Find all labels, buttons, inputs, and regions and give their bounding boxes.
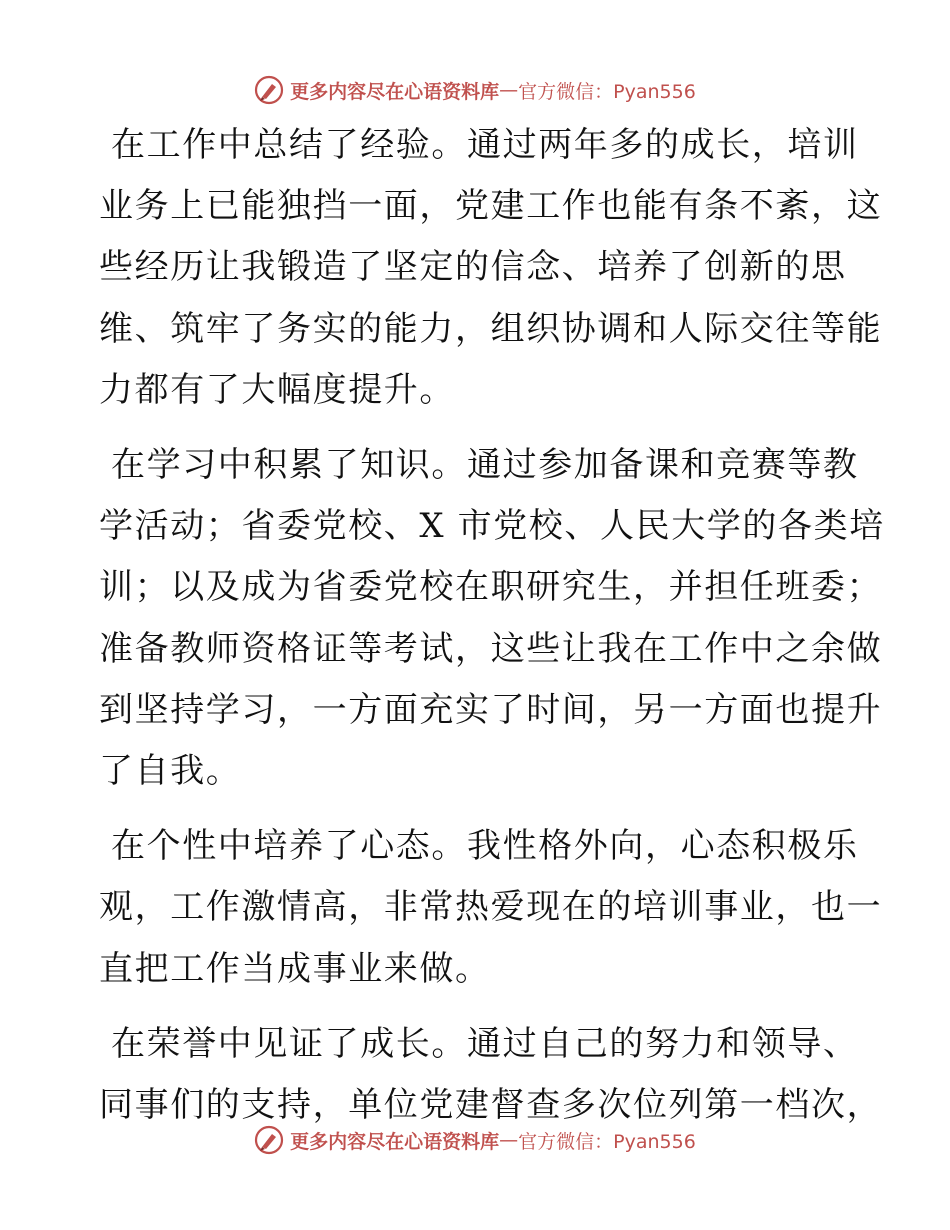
- watermark-official-id: 官方微信：Pyan556: [518, 1130, 696, 1153]
- text-line: 学活动；省委党校、X 市党校、人民大学的各类培: [99, 506, 885, 547]
- watermark-dash: —: [499, 1129, 519, 1151]
- paragraph-experience: [99, 115, 883, 421]
- text-line: 直把工作当成事业来做。: [99, 948, 491, 989]
- text-line: 维、筑牢了务实的能力，组织协调和人际交往等能: [99, 308, 883, 349]
- text-line: 力都有了大幅度提升。: [99, 369, 455, 410]
- header-watermark: [0, 70, 950, 110]
- document-body: [99, 115, 885, 1150]
- watermark-official-id: 官方微信：Pyan556: [518, 80, 696, 103]
- text-line: 训；以及成为省委党校在职研究生，并担任班委；: [99, 567, 883, 608]
- text-line: 在荣誉中见证了成长。通过自己的努力和领导、: [111, 1023, 859, 1064]
- watermark-dash: —: [499, 79, 519, 101]
- text-line: 了自我。: [99, 751, 242, 792]
- paragraph-mindset: [99, 816, 883, 1000]
- paragraph-learning: [99, 435, 885, 802]
- pen-logo-icon: [254, 75, 284, 105]
- text-line: 准备教师资格证等考试，这些让我在工作中之余做: [99, 628, 883, 669]
- watermark-text: 更多内容尽在心语资料库: [290, 80, 500, 103]
- footer-watermark: [0, 1120, 950, 1160]
- text-line: 到坚持学习，一方面充实了时间，另一方面也提升: [99, 689, 883, 730]
- watermark-text: 更多内容尽在心语资料库: [290, 1130, 500, 1153]
- pen-logo-icon: [254, 1125, 284, 1155]
- text-line: 在工作中总结了经验。通过两年多的成长，培训: [111, 125, 859, 165]
- text-line: 在个性中培养了心态。我性格外向，心态积极乐: [111, 826, 859, 867]
- text-line: 观，工作激情高，非常热爱现在的培训事业，也一: [99, 887, 883, 928]
- text-line: 在学习中积累了知识。通过参加备课和竞赛等教: [111, 445, 859, 486]
- text-line: 业务上已能独挡一面，党建工作也能有条不紊，这: [99, 186, 883, 227]
- text-line: 些经历让我锻造了坚定的信念、培养了创新的思: [99, 247, 847, 288]
- paragraph-honors: [99, 1014, 883, 1136]
- text-line: 同事们的支持，单位党建督查多次位列第一档次，: [99, 1085, 883, 1126]
